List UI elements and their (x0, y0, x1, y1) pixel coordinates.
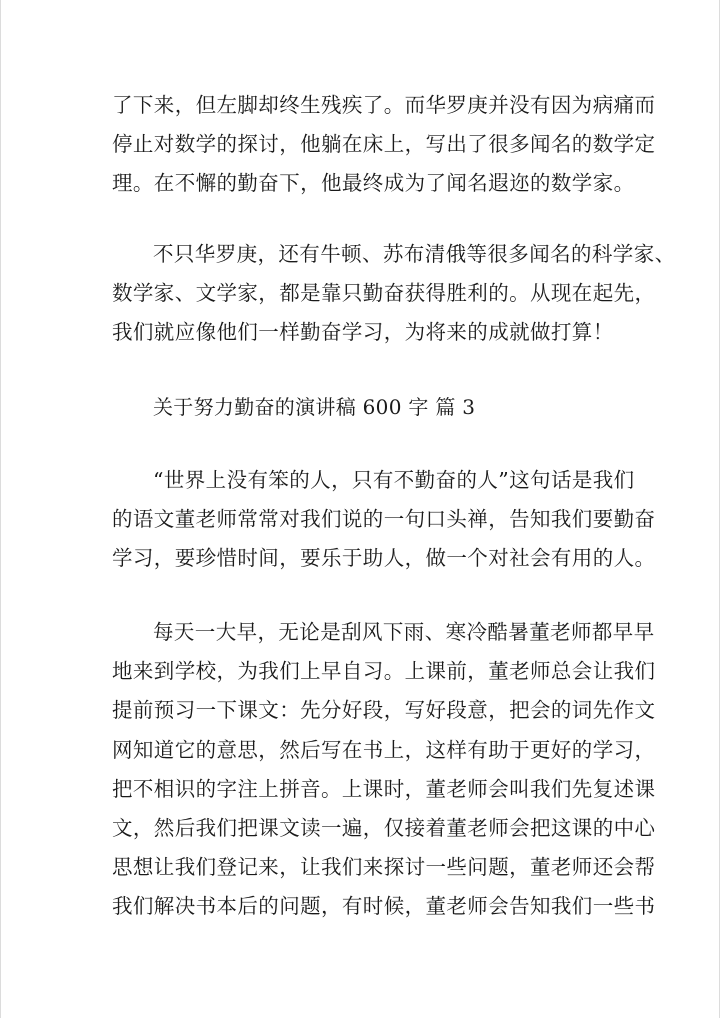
paragraph-3 (112, 461, 656, 579)
paragraph-2 (112, 235, 676, 353)
paragraph-3-line: “世界上没有笨的人，只有不勤奋的人”这句话是我们 (153, 468, 635, 492)
paragraph-4 (112, 613, 656, 927)
paragraph-1-line: 理。在不懈的勤奋下，他最终成为了闻名遐迩的数学家。 (112, 171, 635, 196)
paragraph-1 (112, 86, 656, 204)
paragraph-3-line: 学习，要珍惜时间，要乐于助人，做一个对社会有用的人。 (112, 546, 656, 571)
paragraph-2-line: 我们就应像他们一样勤奋学习，为将来的成就做打算！ (112, 320, 614, 345)
section-heading: 关于努力勤奋的演讲稿 600 字 篇 3 (153, 395, 476, 419)
paragraph-1-line: 了下来，但左脚却终生残疾了。而华罗庚并没有因为病痛而 (112, 93, 656, 117)
paragraph-4-line: 文，然后我们把课文读一遍，仅接着董老师会把这课的中心 (112, 816, 656, 841)
paragraph-3-line: 的语文董老师常常对我们说的一句口头禅，告知我们要勤奋 (112, 507, 656, 532)
paragraph-4-line: 把不相识的字注上拼音。上课时，董老师会叫我们先复述课 (112, 776, 656, 801)
paragraph-1-line: 停止对数学的探讨，他躺在床上，写出了很多闻名的数学定 (112, 132, 656, 157)
paragraph-4-line: 思想让我们登记来，让我们来探讨一些问题，董老师还会帮 (112, 855, 656, 880)
paragraph-2-line: 数学家、文学家，都是靠只勤奋获得胜利的。从现在起先， (112, 281, 656, 306)
paragraph-4-line: 我们解决书本后的问题，有时候，董老师会告知我们一些书 (112, 894, 656, 919)
paragraph-4-line: 每天一大早，无论是刮风下雨、寒冷酷暑董老师都早早 (153, 620, 655, 644)
paragraph-4-line: 地来到学校，为我们上早自习。上课前，董老师总会让我们 (112, 659, 656, 684)
paragraph-2-line: 不只华罗庚，还有牛顿、苏布清俄等很多闻名的科学家、 (153, 242, 676, 266)
paragraph-4-line: 提前预习一下课文：先分好段，写好段意，把会的词先作文 (112, 698, 656, 723)
paragraph-4-line: 网知道它的意思，然后写在书上，这样有助于更好的学习， (112, 737, 656, 762)
